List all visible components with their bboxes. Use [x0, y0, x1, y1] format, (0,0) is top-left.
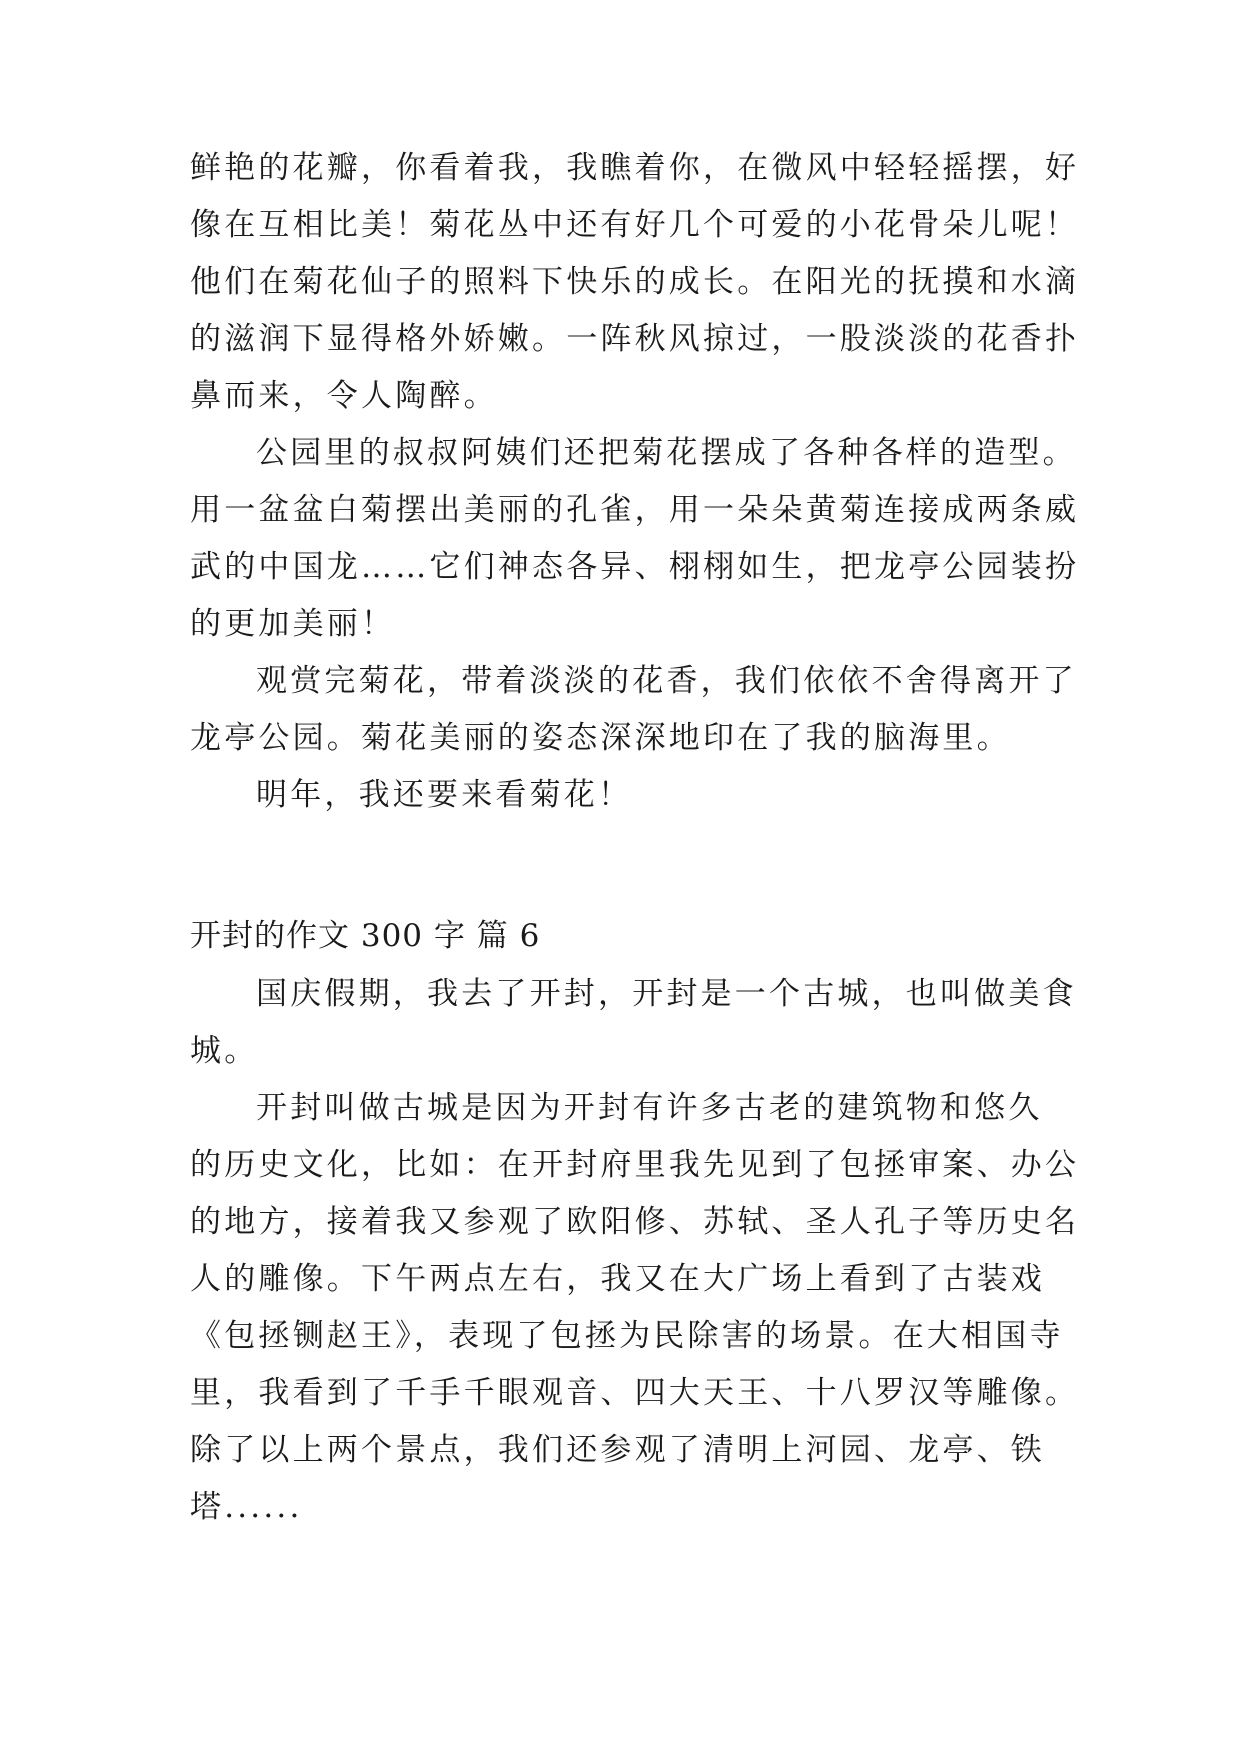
- text-line: 武的中国龙……它们神态各异、栩栩如生，把龙亭公园装扮: [190, 549, 1080, 585]
- text-line: 明年，我还要来看菊花！: [256, 777, 633, 813]
- text-line: 的历史文化，比如：在开封府里我先见到了包拯审案、办公: [190, 1147, 1080, 1183]
- text-line: 开封叫做古城是因为开封有许多古老的建筑物和悠久: [256, 1090, 1043, 1126]
- text-line: 公园里的叔叔阿姨们还把菊花摆成了各种各样的造型。: [256, 435, 1077, 471]
- text-line: 城。: [190, 1033, 259, 1069]
- text-line: 龙亭公园。菊花美丽的姿态深深地印在了我的脑海里。: [190, 720, 1011, 756]
- text-line: 像在互相比美！菊花丛中还有好几个可爱的小花骨朵儿呢！: [190, 207, 1080, 243]
- text-line: 用一盆盆白菊摆出美丽的孔雀，用一朵朵黄菊连接成两条威: [190, 492, 1080, 528]
- text-line: 他们在菊花仙子的照料下快乐的成长。在阳光的抚摸和水滴: [190, 264, 1080, 300]
- text-line: 观赏完菊花，带着淡淡的花香，我们依依不舍得离开了: [256, 663, 1077, 699]
- text-line: 塔......: [190, 1489, 303, 1525]
- section-heading: 开封的作文 300 字 篇 6: [190, 918, 541, 954]
- text-line: 里，我看到了千手千眼观音、四大天王、十八罗汉等雕像。: [190, 1375, 1080, 1411]
- text-line: 的更加美丽！: [190, 606, 396, 642]
- text-line: 《包拯铡赵王》，表现了包拯为民除害的场景。在大相国寺: [190, 1318, 1064, 1354]
- text-line: 的地方，接着我又参观了欧阳修、苏轼、圣人孔子等历史名: [190, 1204, 1080, 1240]
- text-line: 除了以上两个景点，我们还参观了清明上河园、龙亭、铁: [190, 1432, 1045, 1468]
- text-line: 鲜艳的花瓣，你看着我，我瞧着你，在微风中轻轻摇摆，好: [190, 150, 1080, 186]
- text-line: 的滋润下显得格外娇嫩。一阵秋风掠过，一股淡淡的花香扑: [190, 321, 1080, 357]
- text-line: 人的雕像。下午两点左右，我又在大广场上看到了古装戏: [190, 1261, 1045, 1297]
- text-line: 鼻而来，令人陶醉。: [190, 378, 498, 414]
- text-line: 国庆假期，我去了开封，开封是一个古城，也叫做美食: [256, 976, 1077, 1012]
